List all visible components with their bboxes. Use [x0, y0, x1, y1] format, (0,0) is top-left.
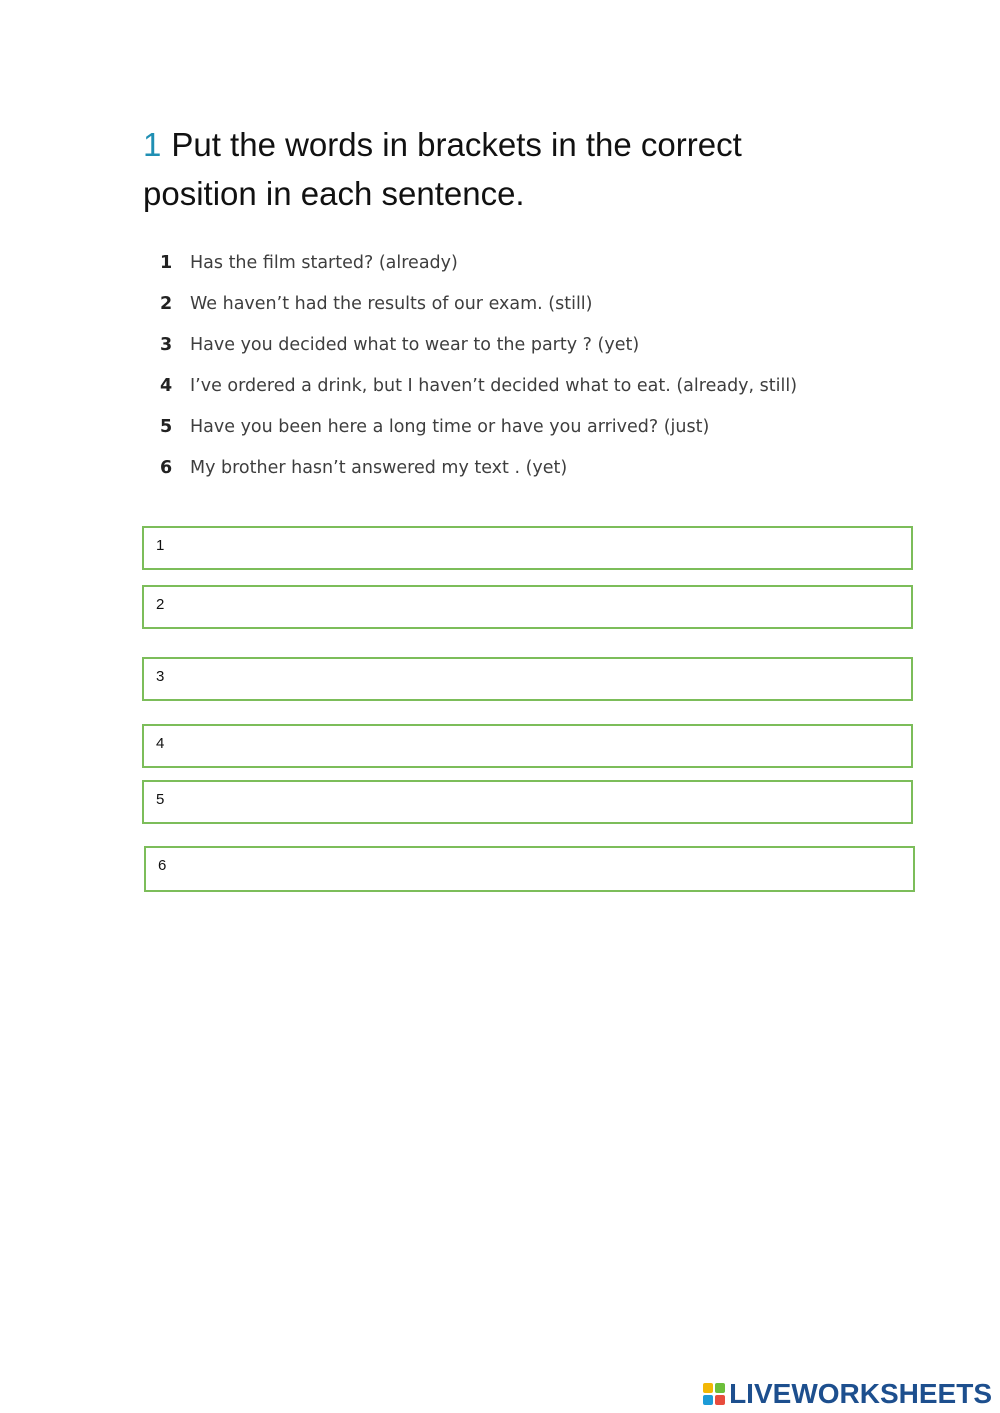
question-number: 5	[160, 417, 173, 437]
question-number: 2	[160, 294, 173, 314]
question-item	[160, 371, 797, 401]
answer-input-1[interactable]	[180, 534, 901, 564]
answer-number: 1	[156, 537, 165, 554]
title-line-2: position in each sentence.	[143, 175, 525, 212]
answer-number: 3	[156, 668, 165, 685]
exercise-title	[143, 120, 863, 218]
answer-box-6	[144, 846, 915, 892]
question-number: 1	[160, 253, 173, 273]
answer-number: 2	[156, 596, 165, 613]
exercise-number: 1	[143, 126, 162, 163]
answer-number: 5	[156, 791, 165, 808]
question-number: 4	[160, 376, 173, 396]
answer-number: 6	[158, 857, 167, 874]
answer-input-5[interactable]	[180, 788, 901, 818]
answer-box-5	[142, 780, 913, 824]
liveworksheets-logo[interactable]	[703, 1378, 992, 1410]
answer-number: 4	[156, 735, 165, 752]
answer-box-4	[142, 724, 913, 768]
question-number: 6	[160, 458, 173, 478]
answer-input-4[interactable]	[180, 732, 901, 762]
answer-box-3	[142, 657, 913, 701]
answer-input-2[interactable]	[180, 593, 901, 623]
question-text: Have you been here a long time or have you arrived? (just)	[190, 417, 710, 437]
question-text: Has the film started? (already)	[190, 253, 458, 273]
question-item	[160, 453, 567, 483]
title-line-1: Put the words in brackets in the correct	[171, 126, 742, 163]
answer-box-1	[142, 526, 913, 570]
answer-box-2	[142, 585, 913, 629]
question-text: Have you decided what to wear to the party ? (yet)	[190, 335, 640, 355]
question-item	[160, 330, 639, 360]
liveworksheets-logo-icon	[703, 1383, 725, 1405]
logo-text: LIVEWORKSHEETS	[729, 1378, 992, 1409]
question-text: I’ve ordered a drink, but I haven’t decided what to eat. (already, still)	[190, 376, 798, 396]
question-text: My brother hasn’t answered my text . (yet)	[190, 458, 568, 478]
question-text: We haven’t had the results of our exam. (still)	[190, 294, 593, 314]
question-item	[160, 248, 458, 278]
question-number: 3	[160, 335, 173, 355]
question-item	[160, 412, 709, 442]
answer-input-6[interactable]	[182, 854, 903, 884]
answer-input-3[interactable]	[180, 665, 901, 695]
question-item	[160, 289, 593, 319]
